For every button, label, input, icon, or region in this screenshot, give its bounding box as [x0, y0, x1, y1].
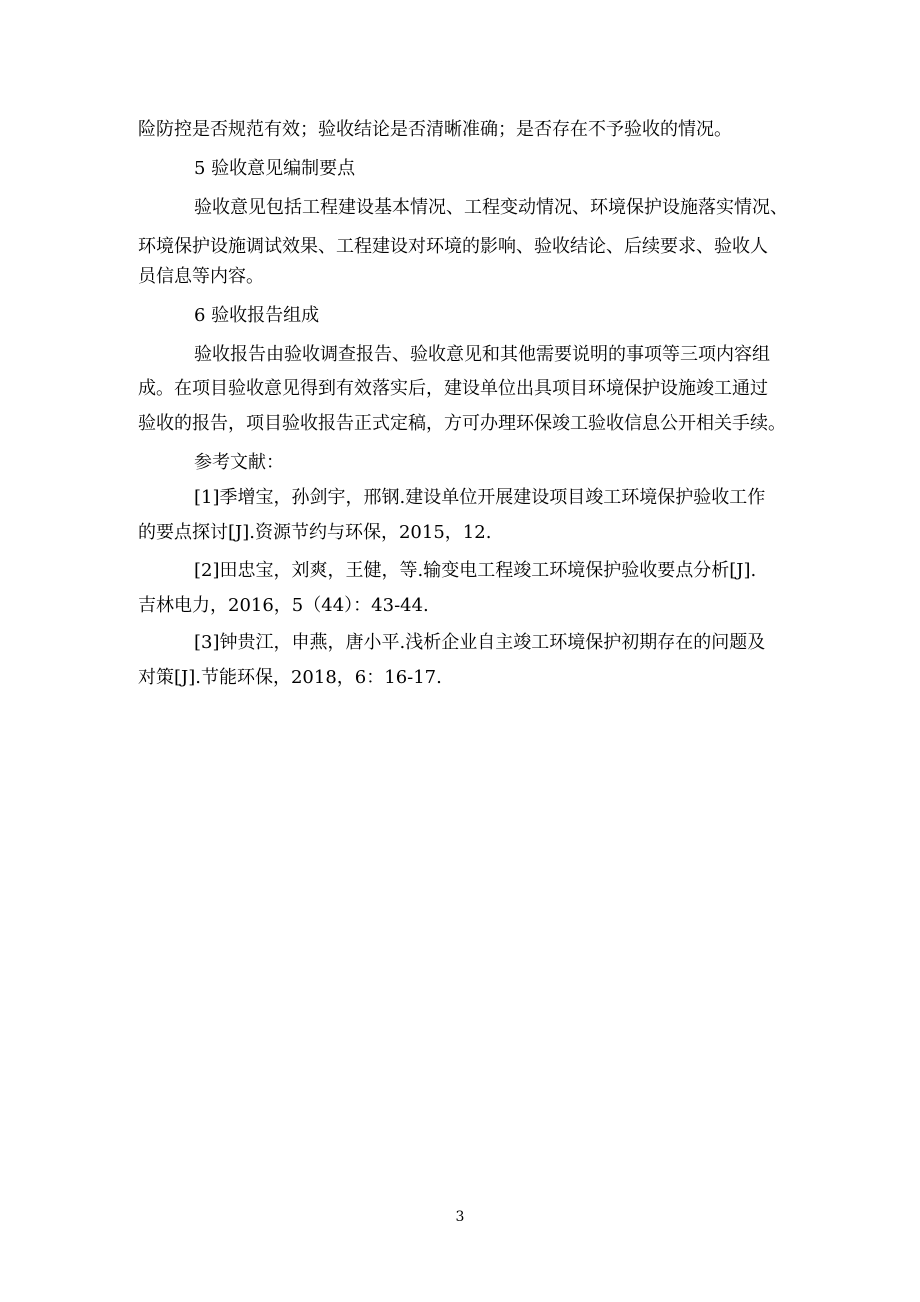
- text-line: 成。在项目验收意见得到有效落实后，建设单位出具项目环境保护设施竣工通过: [138, 378, 768, 399]
- section-heading: 6 验收报告组成: [194, 305, 320, 326]
- paragraph-line: 验收报告由验收调查报告、验收意见和其他需要说明的事项等三项内容组: [194, 344, 770, 365]
- text-line: 险防控是否规范有效；验收结论是否清晰准确；是否存在不予验收的情况。: [138, 119, 732, 140]
- text-line: 环境保护设施调试效果、工程建设对环境的影响、验收结论、后续要求、验收人: [138, 236, 768, 257]
- reference-line: [2]田忠宝，刘爽，王健，等.输变电工程竣工环境保护验收要点分析[J].: [194, 560, 757, 581]
- section-heading: 5 验收意见编制要点: [194, 158, 356, 179]
- paragraph-line: 验收意见包括工程建设基本情况、工程变动情况、环境保护设施落实情况、: [194, 197, 788, 218]
- reference-line: [3]钟贵江，申燕，唐小平.浅析企业自主竣工环境保护初期存在的问题及: [194, 632, 766, 653]
- reference-line: [1]季增宝，孙剑宇，邢钢.建设单位开展建设项目竣工环境保护验收工作: [194, 487, 766, 508]
- references-heading: 参考文献：: [194, 452, 284, 473]
- page-number: 3: [455, 1209, 465, 1225]
- reference-line: 对策[J].节能环保，2018，6：16-17.: [138, 667, 442, 688]
- reference-line: 的要点探讨[J].资源节约与环保，2015，12.: [138, 522, 492, 543]
- text-line: 验收的报告，项目验收报告正式定稿，方可办理环保竣工验收信息公开相关手续。: [138, 413, 786, 434]
- text-line: 员信息等内容。: [138, 266, 264, 287]
- reference-line: 吉林电力，2016，5（44）：43-44.: [138, 595, 429, 616]
